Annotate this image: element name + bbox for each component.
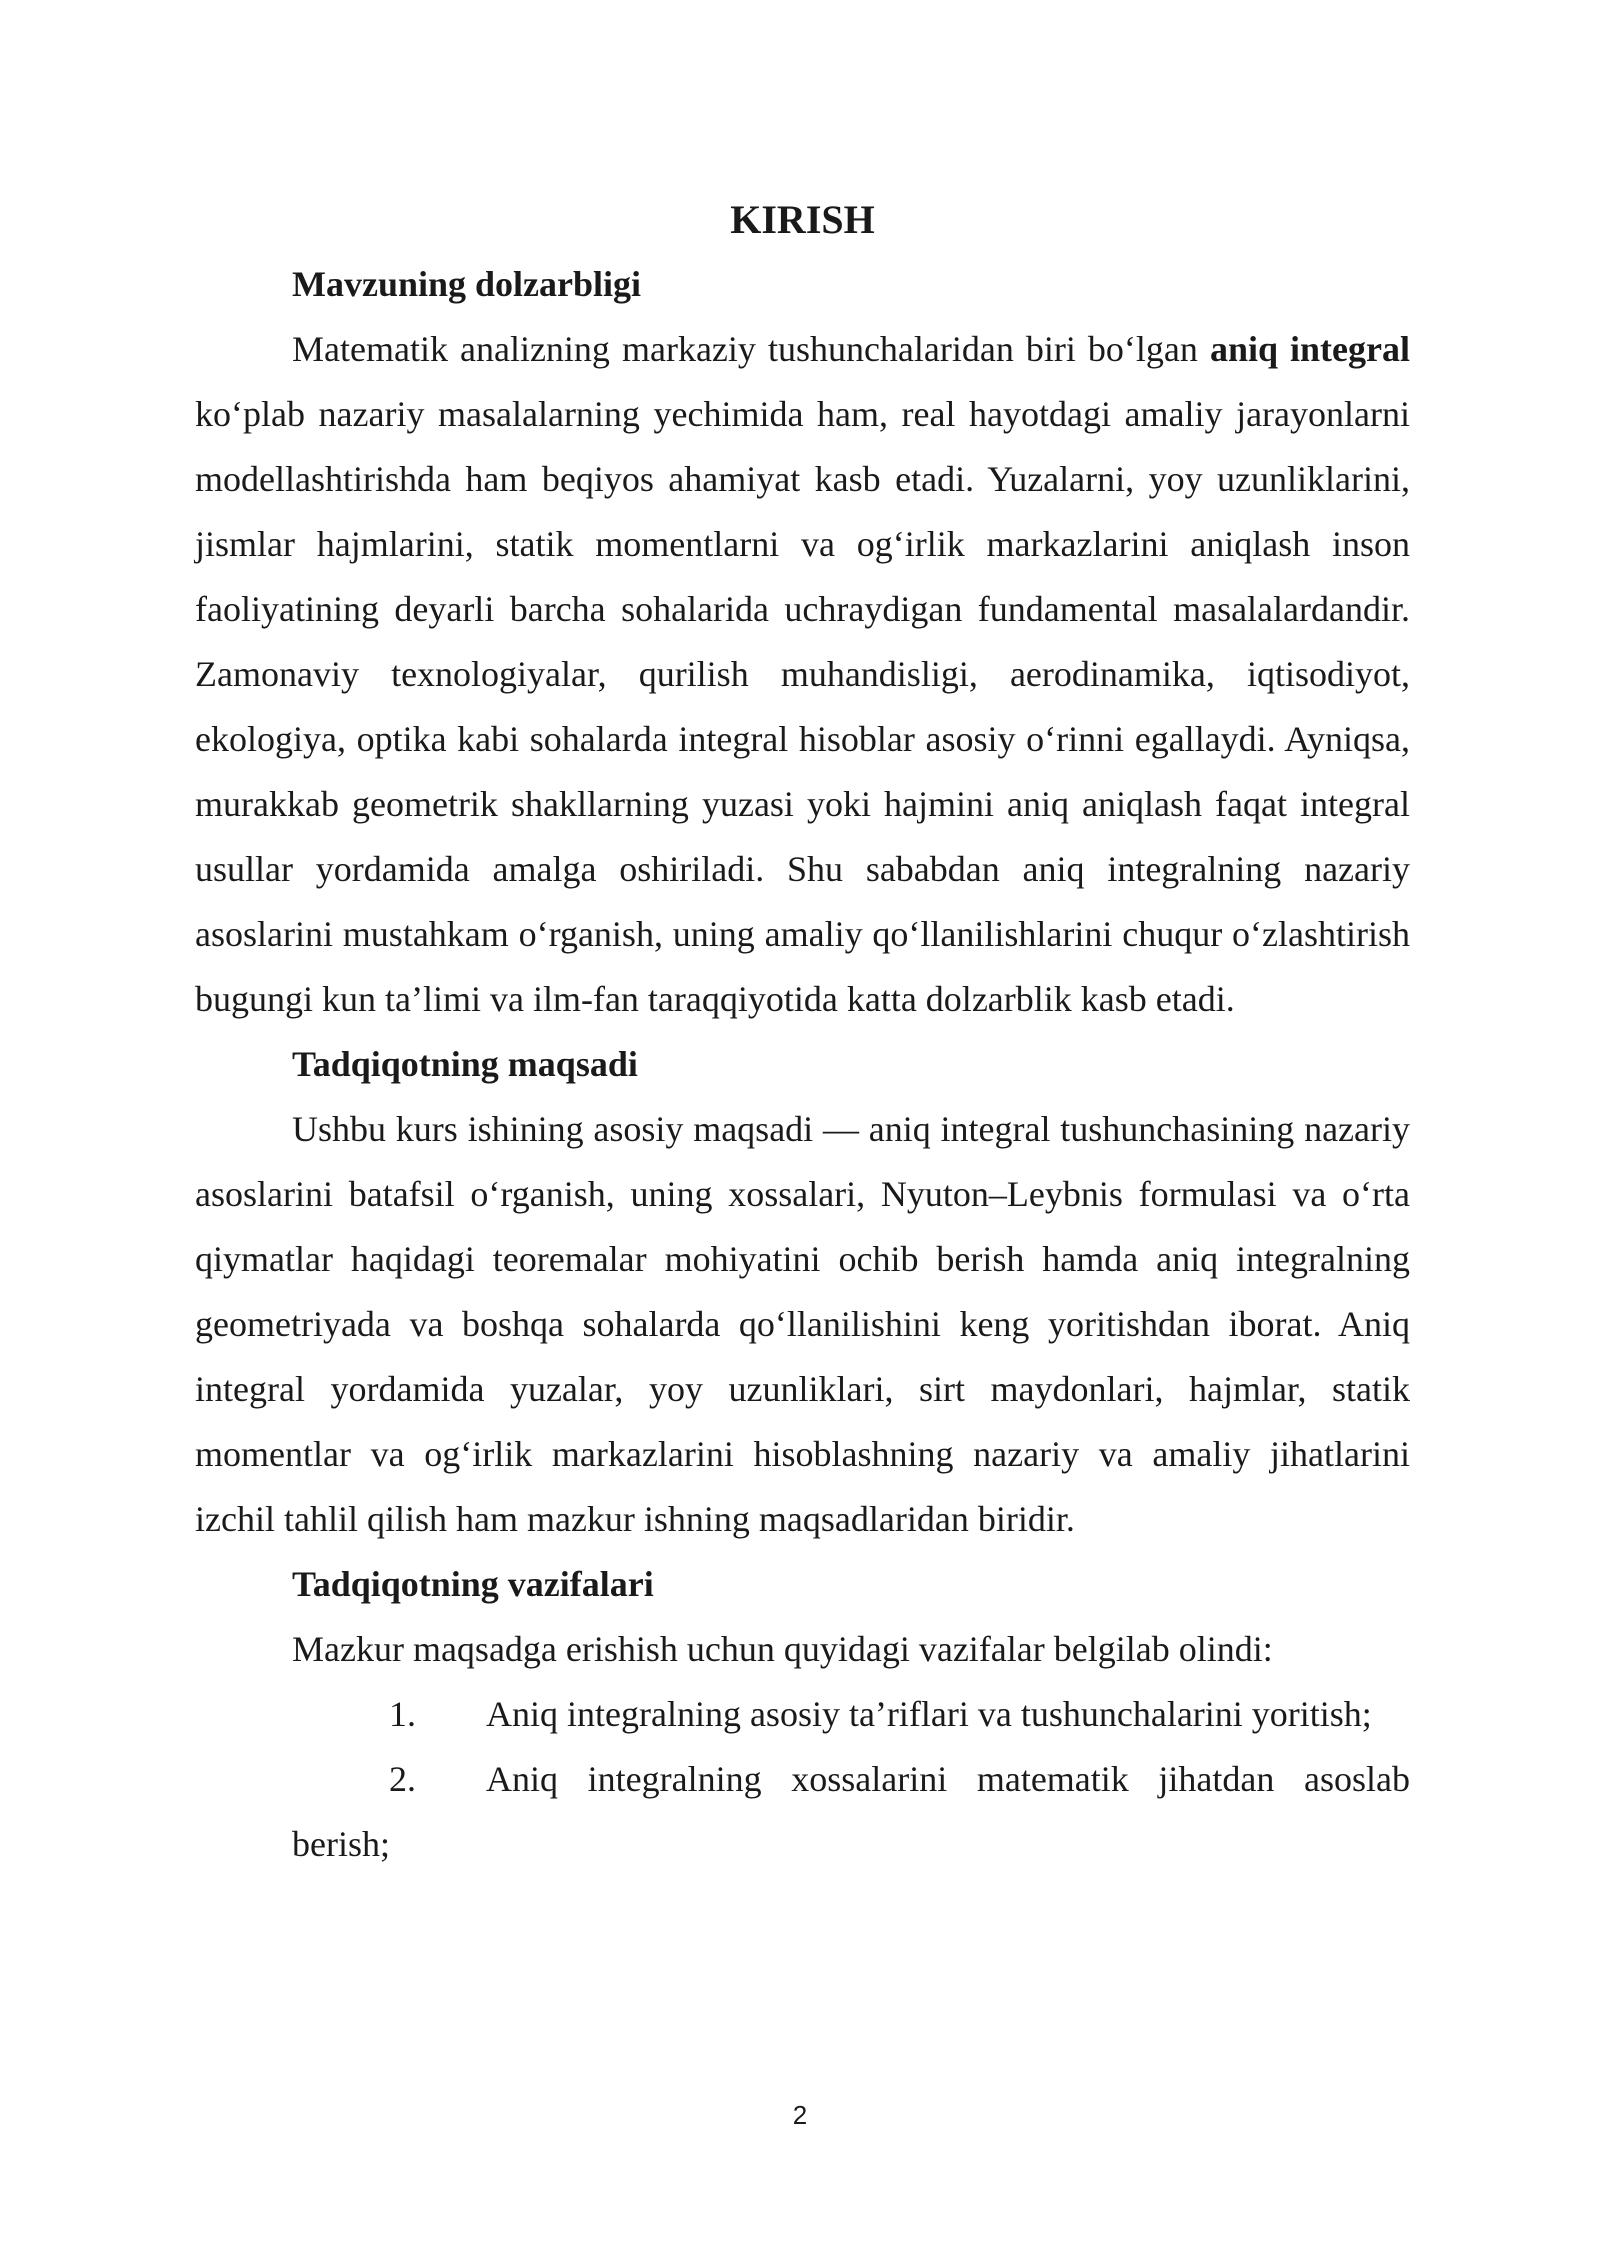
section-heading-relevance: Mavzuning dolzarbligi [292,264,642,304]
section-relevance [195,252,1410,1032]
list-item-text: Aniq integralning xossalarini matematik jihatdan asoslab berish; [292,1759,1410,1864]
page-content [195,190,1410,1877]
section-heading-tasks: Tadqiqotning vazifalari [292,1564,654,1604]
list-item [195,1682,1410,1747]
page-number: 2 [792,2100,808,2130]
paragraph-relevance-rest: ko‘plab nazariy masalalarning yechimida ham, real hayotdagi amaliy jarayonlarni modellashtirishda ham beqiyos ahamiyat kasb etadi. Yuzalarni, yoy uzunliklarini, jismlar hajmlarini, statik momentlarni va og‘irlik markazlarini aniqlash inson faoliyatining deyarli barcha sohalarida uchraydigan fundamental masalalardandir. Zamonaviy texnologiyalar, qurilish muhandisligi, aerodinamika, iqtisodiyot, ekologiya, optika kabi sohalarda integral hisoblar asosiy o‘rinni egallaydi. Ayniqsa, murakkab geometrik shakllarning yuzasi yoki hajmini aniq aniqlash faqat integral usullar yordamida amalga oshiriladi. Shu sababdan aniq integralning nazariy asoslarini mustahkam o‘rganish, uning amaliy qo‘llanilishlarini chuqur o‘zlashtirish bugungi kun ta’limi va ilm-fan taraqqiyotida katta dolzarblik kasb etadi. [195,394,1410,1019]
list-item-number: 1. [389,1694,416,1734]
paragraph-relevance [195,317,1410,1032]
page-title: KIRISH [730,197,875,242]
paragraph-goal: Ushbu kurs ishining asosiy maqsadi — aniq integral tushunchasining nazariy asoslarini batafsil o‘rganish, uning xossalari, Nyuton–Leybnis formulasi va o‘rta qiymatlar haqidagi teoremalar mohiyatini ochib berish hamda aniq integralning geometriyada va boshqa sohalarda qo‘llanilishini keng yoritishdan iborat. Aniq integral yordamida yuzalar, yoy uzunliklari, sirt maydonlari, hajmlar, statik momentlar va og‘irlik markazlarini hisoblashning nazariy va amaliy jihatlarini izchil tahlil qilish ham mazkur ishning maqsadlaridan biridir. [195,1109,1410,1539]
list-item [195,1747,1410,1877]
section-heading-goal: Tadqiqotning maqsadi [292,1044,638,1084]
tasks-list [195,1682,1410,1877]
section-tasks [195,1552,1410,1877]
paragraph-tasks-intro: Mazkur maqsadga erishish uchun quyidagi vazifalar belgilab olindi: [292,1629,1273,1669]
section-goal [195,1032,1410,1552]
paragraph-relevance-lead: Matematik analizning markaziy tushunchalaridan biri bo‘lgan [292,329,1210,369]
list-item-number: 2. [389,1759,416,1799]
list-item-text: Aniq integralning asosiy ta’riflari va tushunchalarini yoritish; [486,1694,1372,1734]
term-definite-integral: aniq integral [1209,329,1411,369]
